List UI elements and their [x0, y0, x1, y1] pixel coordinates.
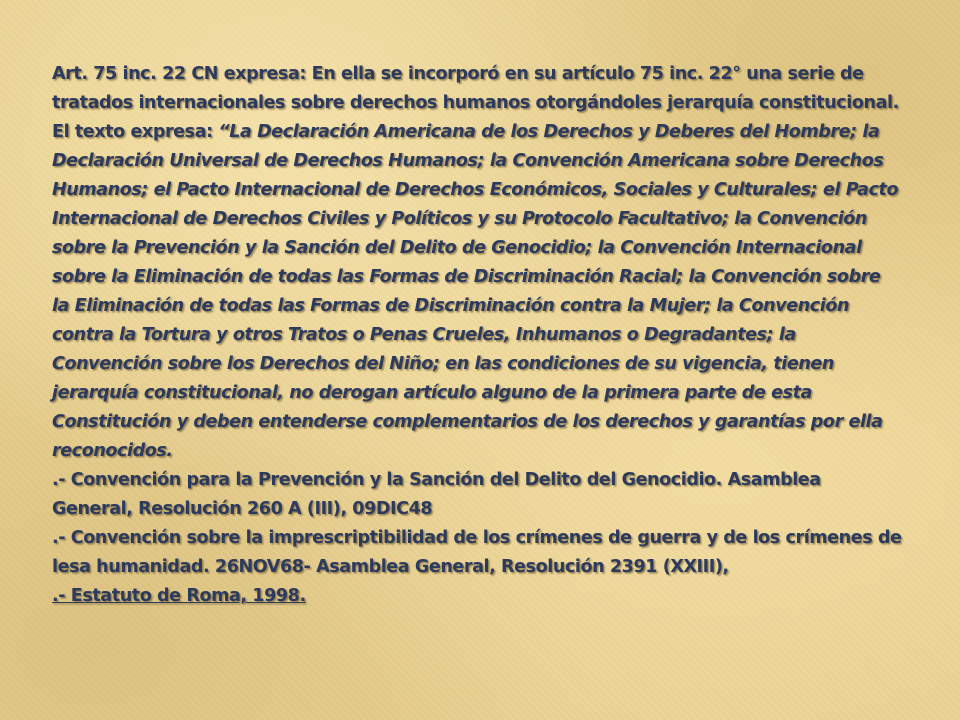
article-intro: Art. 75 inc. 22 CN expresa: En ella se incorporó en su artículo 75 inc. 22° una serie de tratados internacionales sobre derechos humanos otorgándoles jerarquía constitucional. El texto expresa: [52, 64, 899, 142]
text-block [52, 60, 902, 611]
reference-imprescriptibility-convention: .- Convención sobre la imprescriptibilidad de los crímenes de guerra y de los crímenes de lesa humanidad. 26NOV68- Asamblea General, Resolución 2391 (XXIII), [52, 528, 902, 577]
reference-genocide-convention: .- Convención para la Prevención y la Sanción del Delito del Genocidio. Asamblea General, Resolución 260 A (III), 09DIC48 [52, 470, 821, 519]
article-quote: “La Declaración Americana de los Derechos y Deberes del Hombre; la Declaración Universal de Derechos Humanos; la Convención Americana sobre Derechos Humanos; el Pacto Internacional de Derechos Económicos, Sociales y Culturales; el Pacto Internacional de Derechos Civiles y Políticos y su Protocolo Facultativo; la Convención sobre la Prevención y la Sanción del Delito de Genocidio; la Convención Internacional sobre la Eliminación de todas las Formas de Discriminación Racial; la Convención sobre la Eliminación de todas las Formas de Discriminación contra la Mujer; la Convención contra la Tortura y otros Tratos o Penas Crueles, Inhumanos o Degradantes; la Convención sobre los Derechos del Niño; en las condiciones de su vigencia, tienen jerarquía constitucional, no derogan artículo alguno de la primera parte de esta Constitución y deben entenderse complementarios de los derechos y garantías por ella reconocidos. [52, 122, 899, 461]
reference-rome-statute: .- Estatuto de Roma, 1998. [52, 586, 306, 606]
article-paragraph [52, 60, 902, 466]
